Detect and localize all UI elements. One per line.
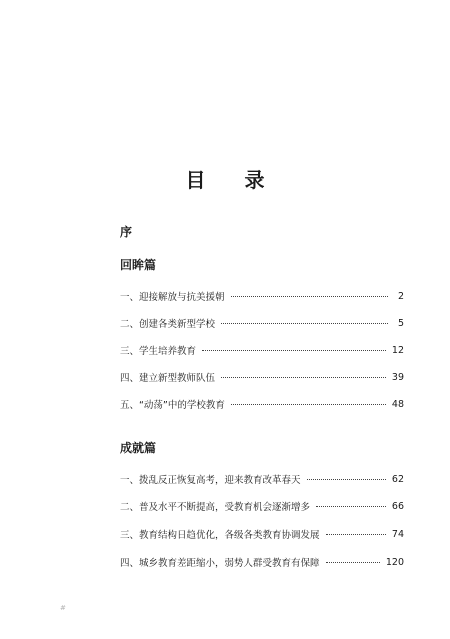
entry-page: 48 (391, 398, 404, 410)
entry-label: 建立新型教师队伍 (139, 373, 216, 384)
entry-label: 普及水平不断提高，受教育机会逐渐增多 (139, 502, 311, 513)
dot-leader (307, 479, 386, 480)
entry-label: 迎接解放与抗美援朝 (139, 292, 225, 303)
toc-entry[interactable] (120, 555, 404, 569)
entry-number: 二、 (120, 502, 140, 513)
entry-label: 教育结构日趋优化，各级各类教育协调发展 (139, 530, 320, 541)
toc-entry[interactable] (120, 472, 404, 486)
toc-entry[interactable] (120, 316, 404, 330)
entry-page: 2 (397, 290, 404, 302)
toc-entry[interactable] (120, 499, 404, 513)
dot-leader (231, 404, 386, 405)
dot-leader (231, 296, 388, 297)
entry-number: 五、 (120, 400, 140, 411)
toc-entry[interactable] (120, 527, 404, 541)
dot-leader (316, 506, 386, 507)
entry-page: 5 (397, 317, 404, 329)
toc-entry[interactable] (120, 397, 404, 411)
entry-number: 二、 (120, 319, 140, 330)
dot-leader (326, 562, 380, 563)
entry-label: 创建各类新型学校 (139, 319, 216, 330)
entry-number: 四、 (120, 558, 140, 569)
section-heading-huimou: 回眸篇 (120, 258, 157, 272)
toc-entry[interactable] (120, 370, 404, 384)
entry-page: 66 (391, 500, 404, 512)
dot-leader (221, 323, 388, 324)
toc-entry[interactable] (120, 289, 404, 303)
entry-page: 74 (391, 528, 404, 540)
entry-number: 一、 (120, 475, 140, 486)
section-heading-chengjiu: 成就篇 (120, 441, 157, 455)
entry-label: 学生培养教育 (139, 346, 197, 357)
dot-leader (326, 534, 386, 535)
preface-heading: 序 (120, 225, 133, 239)
corner-mark: # (60, 604, 66, 612)
entry-label: 拨乱反正恢复高考，迎来教育改革春天 (139, 475, 301, 486)
entry-label: “动荡”中的学校教育 (139, 400, 225, 411)
page-title: 目 录 (185, 168, 281, 192)
entry-label: 城乡教育差距缩小，弱势人群受教育有保障 (139, 558, 320, 569)
entry-number: 三、 (120, 530, 140, 541)
entry-number: 一、 (120, 292, 140, 303)
entry-page: 120 (385, 556, 404, 568)
dot-leader (221, 377, 386, 378)
entry-number: 四、 (120, 373, 140, 384)
dot-leader (202, 350, 386, 351)
entry-page: 12 (391, 344, 404, 356)
entry-number: 三、 (120, 346, 140, 357)
toc-entry[interactable] (120, 343, 404, 357)
entry-page: 39 (391, 371, 404, 383)
entry-page: 62 (391, 473, 404, 485)
